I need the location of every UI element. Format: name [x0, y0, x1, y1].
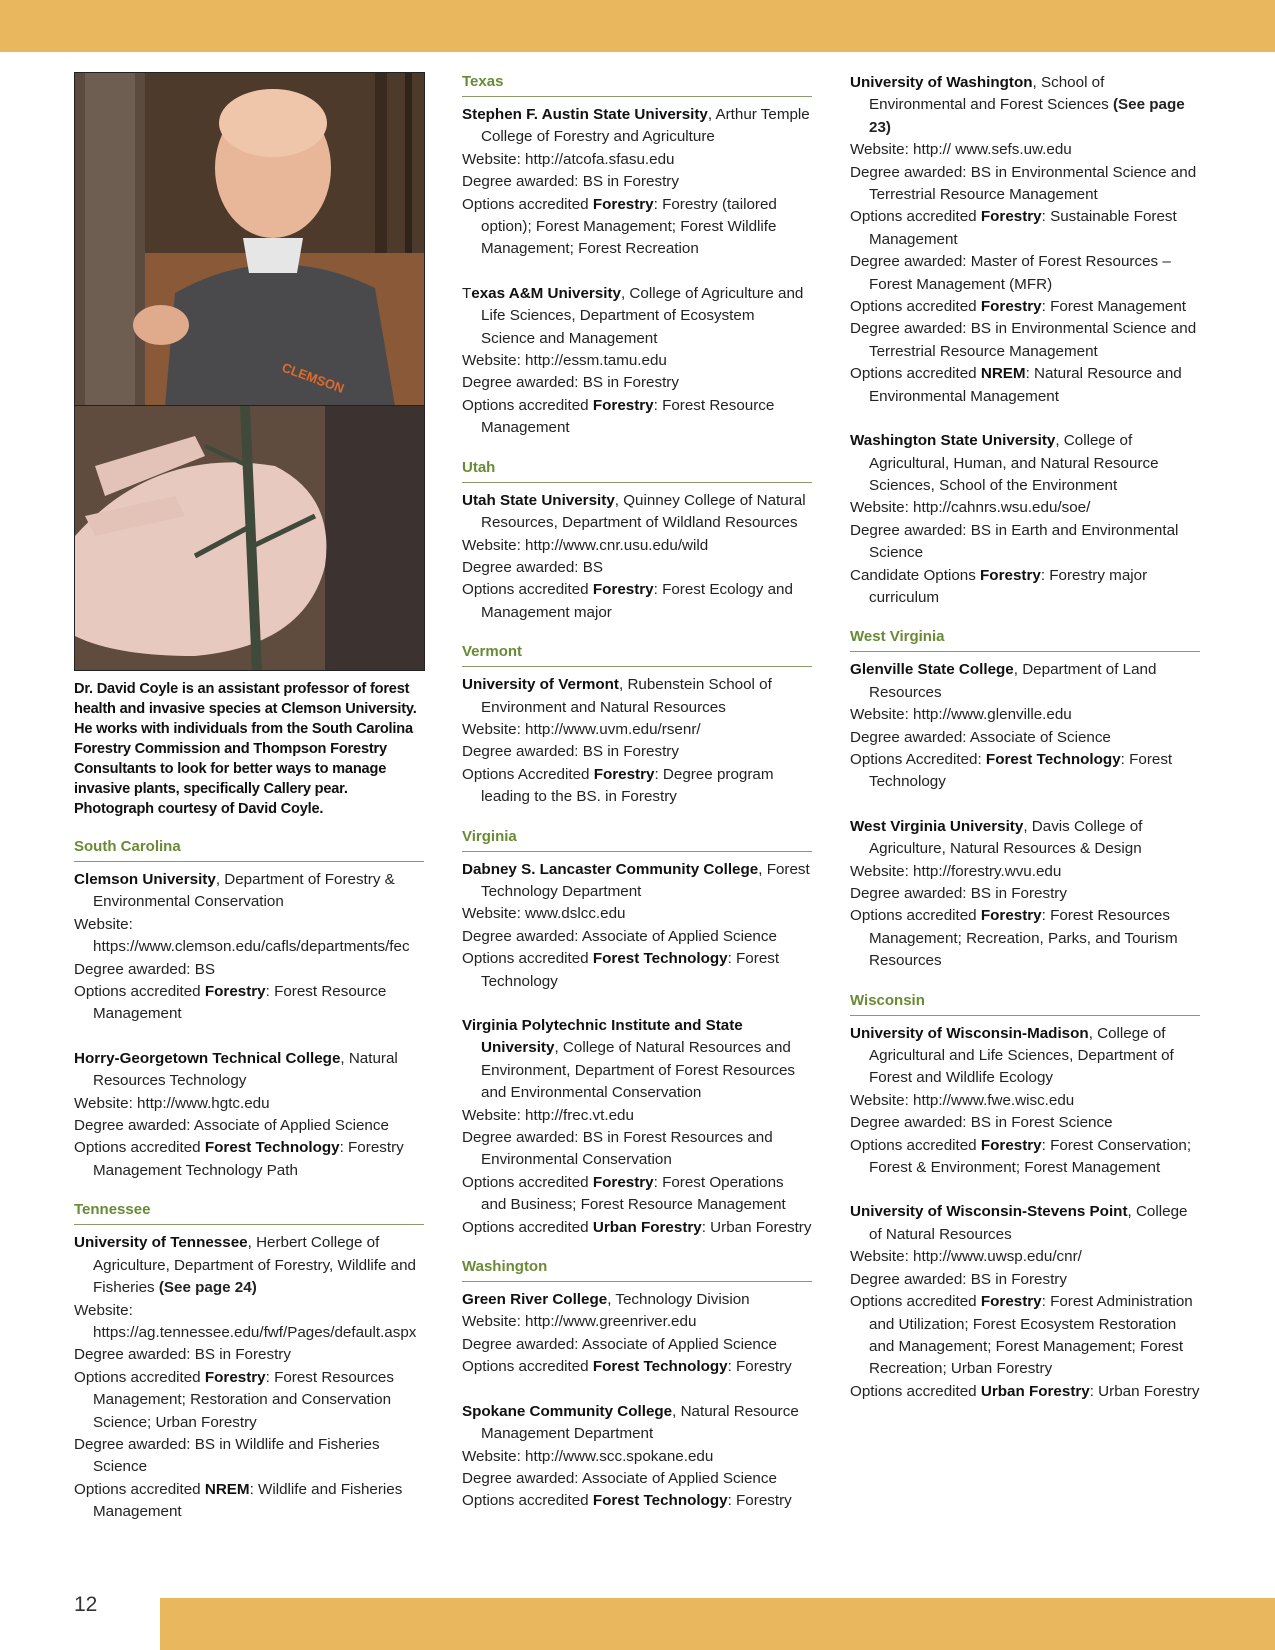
state-section-virginia [462, 827, 812, 1240]
school-name: Utah State University [462, 491, 615, 509]
school-department: Department of Forestry & Environmental Conservation [93, 871, 395, 911]
school-name: University of Wisconsin-Madison [850, 1024, 1089, 1042]
options-accredited: Options accredited Forestry: Forest Resource Management [462, 396, 775, 437]
school-name: Green River College [462, 1291, 608, 1309]
degree-awarded: Degree awarded: BS in Forestry [74, 1346, 291, 1364]
school-department: College of Agricultural and Life Sciences, Department of Forest and Wildlife Ecology [869, 1024, 1174, 1087]
program-entry-washington-state: Washington State University, College of Agricultural, Human, and Natural Resource Sciences, School of the Environment Website: http://cahnrs.wsu.edu/soe/ Degree awarded: BS in Earth and Environmental Science Candidate Options Forestry: Forestry major curriculum [850, 430, 1200, 609]
options-accredited: Options accredited Urban Forestry: Urban Forestry [850, 1382, 1200, 1400]
website: Website: http://frec.vt.edu [462, 1106, 634, 1124]
state-section-utah [462, 458, 812, 624]
website: Website: http://www.scc.spokane.edu [462, 1447, 714, 1465]
degree-awarded: Degree awarded: BS [462, 558, 603, 576]
program-entry-glenville-state: Glenville State College, Department of Land Resources Website: http://www.glenville.edu Degree awarded: Associate of Science Options Accredited: Forest Technology: Forest Technology [850, 659, 1200, 793]
column-left [74, 72, 424, 1524]
website: Website: http://www.uvm.edu/rsenr/ [462, 720, 701, 738]
school-name: Washington State University [850, 432, 1056, 450]
school-name: Spokane Community College [462, 1402, 673, 1420]
school-department: Davis College of Agriculture, Natural Resources & Design [869, 817, 1143, 858]
website: Website: https://www.clemson.edu/cafls/departments/fec [74, 915, 410, 956]
options-accredited: Options accredited Forest Technology: Forestry [462, 1358, 792, 1376]
website: Website: http://essm.tamu.edu [462, 352, 667, 370]
degree-awarded: Degree awarded: Associate of Applied Science [462, 927, 777, 945]
degree-awarded: Degree awarded: BS in Environmental Science and Terrestrial Resource Management [850, 163, 1197, 204]
website: Website: http:// www.sefs.uw.edu [850, 141, 1072, 159]
state-section-washington [462, 1257, 812, 1513]
shirt-logo: CLEMSON [279, 359, 347, 397]
options-accredited: Options accredited Forestry: Forestry (tailored option); Forest Management; Forest Wildlife Management; Forest Recreation [462, 195, 777, 258]
website: Website: http://www.fwe.wisc.edu [850, 1091, 1075, 1109]
program-entry-texas-a-and-m: Texas A&M University, College of Agriculture and Life Sciences, Department of Ecosystem Science and Management Website: http://essm.tamu.edu Degree awarded: BS in Forestry Options accredited Forestry: Forest Resource Management [462, 283, 812, 440]
school-name: University of Vermont [462, 676, 619, 694]
program-entry-dabney-s-lancaster: Dabney S. Lancaster Community College, Forest Technology Department Website: www.dslcc.edu Degree awarded: Associate of Applied Science Options accredited Forest Technology: Forest Technology [462, 859, 812, 993]
program-entry-green-river: Green River College, Technology Division Website: http://www.greenriver.edu Degree awarded: Associate of Applied Science Options accredited Forest Technology: Forestry [462, 1289, 812, 1379]
options-accredited: Options accredited Urban Forestry: Urban Forestry [462, 1218, 812, 1236]
school-department: Natural Resource Management Department [481, 1402, 799, 1443]
column-middle [462, 72, 812, 1513]
degree-awarded: Degree awarded: BS in Forest Science [850, 1114, 1113, 1132]
portrait-photo [75, 73, 424, 406]
school-department: School of Environmental and Forest Sciences [869, 74, 1113, 114]
degree-awarded: Degree awarded: BS in Environmental Science and Terrestrial Resource Management [850, 320, 1197, 360]
callery-pear-branch-photo [75, 406, 424, 671]
website: Website: http://atcofa.sfasu.edu [462, 150, 675, 168]
options-accredited: Options accredited Forest Technology: Forestry [462, 1492, 792, 1510]
school-name: Dabney S. Lancaster Community College [462, 860, 759, 878]
school-department: Quinney College of Natural Resources, Department of Wildland Resources [481, 491, 806, 532]
options-accredited: Options accredited Forestry: Forest Operations and Business; Forest Resource Management [462, 1173, 786, 1214]
program-entry-horry-georgetown: Horry-Georgetown Technical College, Natural Resources Technology Website: http://www.hgtc.edu Degree awarded: Associate of Applied Science Options accredited Forest Technology: Forestry Management Technology Path [74, 1048, 424, 1182]
options-accredited: Options Accredited Forestry: Degree program leading to the BS. in Forestry [462, 765, 774, 806]
options-accredited: Options accredited Forestry: Forest Ecology and Management major [462, 581, 793, 621]
program-entry-university-of-vermont: University of Vermont, Rubenstein School of Environment and Natural Resources Website: http://www.uvm.edu/rsenr/ Degree awarded: BS in Forestry Options Accredited Forestry: Degree program leading to the BS. in Forestry [462, 674, 812, 808]
state-heading: Washington [462, 1257, 812, 1282]
column-right [850, 72, 1200, 1403]
degree-awarded: Degree awarded: BS in Forestry [850, 1270, 1067, 1288]
school-department: Natural Resources Technology [93, 1049, 398, 1090]
degree-awarded: Degree awarded: Associate of Applied Science [462, 1469, 777, 1487]
state-heading: South Carolina [74, 837, 424, 862]
program-entry-utah-state: Utah State University, Quinney College of Natural Resources, Department of Wildland Resources Website: http://www.cnr.usu.edu/wild Degree awarded: BS Options accredited Forestry: Forest Ecology and Management major [462, 490, 812, 624]
photo-collage [74, 72, 425, 671]
website: Website: http://www.cnr.usu.edu/wild [462, 536, 709, 554]
school-department: College of Agricultural, Human, and Natural Resource Sciences, School of the Environment [869, 432, 1159, 494]
school-department: Herbert College of Agriculture, Department of Forestry, Wildlife and Fisheries [93, 1234, 416, 1297]
state-heading: Virginia [462, 827, 812, 852]
program-entry-stephen-f-austin: Stephen F. Austin State University, Arthur Temple College of Forestry and Agriculture Website: http://atcofa.sfasu.edu Degree awarded: BS in Forestry Options accredited Forestry: Forestry (tailored option); Forest Management; Forest Wildlife Management; Forest Recreation [462, 104, 812, 261]
options-accredited: Candidate Options Forestry: Forestry major curriculum [850, 566, 1148, 606]
degree-awarded: Degree awarded: Associate of Applied Science [462, 1335, 777, 1353]
degree-awarded: Degree awarded: BS in Earth and Environmental Science [850, 521, 1179, 562]
school-name: Glenville State College [850, 661, 1014, 679]
options-accredited: Options accredited Forest Technology: Forest Technology [462, 950, 780, 990]
website: Website: http://www.uwsp.edu/cnr/ [850, 1248, 1082, 1266]
state-heading: Tennessee [74, 1200, 424, 1225]
state-heading: Texas [462, 72, 812, 97]
state-heading: Vermont [462, 642, 812, 667]
school-department: Arthur Temple College of Forestry and Agriculture [481, 106, 810, 146]
program-entry-clemson: Clemson University, Department of Forestry & Environmental Conservation Website: https://www.clemson.edu/cafls/departments/fec Degree awarded: BS Options accredited Forestry: Forest Resource Management [74, 869, 424, 1026]
degree-awarded: Degree awarded: BS in Forestry [462, 173, 679, 191]
school-department: College of Agriculture and Life Sciences, Department of Ecosystem Science and Management [481, 284, 804, 347]
options-accredited: Options accredited Forestry: Sustainable Forest Management [850, 208, 1177, 248]
website: Website: http://www.glenville.edu [850, 706, 1072, 724]
state-heading: Wisconsin [850, 991, 1200, 1016]
school-name: Clemson University [74, 871, 216, 888]
website: Website: http://www.hgtc.edu [74, 1094, 270, 1112]
website: Website: https://ag.tennessee.edu/fwf/Pages/default.aspx [74, 1301, 417, 1341]
school-department: College of Natural Resources and Environment, Department of Forest Resources and Environmental Conservation [481, 1039, 796, 1102]
options-accredited: Options accredited Forestry: Forest Management [850, 298, 1186, 316]
degree-awarded: Degree awarded: BS in Forestry [462, 743, 679, 761]
school-name: University of Wisconsin-Stevens Point [850, 1203, 1128, 1221]
degree-awarded: Degree awarded: BS in Forest Resources and Environmental Conservation [462, 1129, 773, 1169]
options-accredited: Options accredited NREM: Wildlife and Fisheries Management [74, 1480, 403, 1521]
options-accredited: Options Accredited: Forest Technology: Forest Technology [850, 750, 1173, 791]
state-section-west-virginia [850, 627, 1200, 972]
degree-awarded: Degree awarded: BS in Forestry [850, 885, 1067, 902]
options-accredited: Options accredited Forestry: Forest Resources Management; Restoration and Conservation Science; Urban Forestry [74, 1368, 394, 1431]
see-page-reference: (See page 24) [158, 1279, 257, 1297]
website: Website: http://forestry.wvu.edu [850, 862, 1062, 880]
page-number: 12 [74, 1593, 98, 1616]
school-name: Horry-Georgetown Technical College [74, 1049, 341, 1067]
program-entry-uw-madison: University of Wisconsin-Madison, College of Agricultural and Life Sciences, Department of Forest and Wildlife Ecology Website: http://www.fwe.wisc.edu Degree awarded: BS in Forest Science Options accredited Forestry: Forest Conservation; Forest & Environment; Forest Management [850, 1023, 1200, 1180]
state-section-washington-continued [850, 72, 1200, 609]
options-accredited: Options accredited Forestry: Forest Resource Management [74, 983, 387, 1023]
program-entry-virginia-tech: Virginia Polytechnic Institute and State University, College of Natural Resources and Environment, Department of Forest Resources and Environmental Conservation Website: http://frec.vt.edu Degree awarded: BS in Forest Resources and Environmental Conservation Options accredited Forestry: Forest Operations and Business; Forest Resource Management Options accredited Urban Forestry: Urban Forestry [462, 1015, 812, 1239]
school-name: University of Washington [850, 74, 1033, 91]
photo-caption: Dr. David Coyle is an assistant professor of forest health and invasive species at Clemson University. He works with individuals from the South Carolina Forestry Commission and Thompson Forestry Consultants to look for better ways to manage invasive plants, specifically Callery pear. Photograph courtesy of David Coyle. [74, 681, 417, 817]
degree-awarded: Degree awarded: Associate of Science [850, 728, 1111, 746]
state-heading: West Virginia [850, 627, 1200, 652]
state-section-wisconsin [850, 991, 1200, 1404]
bottom-color-band [160, 1598, 1275, 1650]
state-section-texas [462, 72, 812, 440]
program-entry-spokane: Spokane Community College, Natural Resource Management Department Website: http://www.scc.spokane.edu Degree awarded: Associate of Applied Science Options accredited Forest Technology: Forestry [462, 1401, 812, 1513]
school-name: Stephen F. Austin State University [462, 106, 708, 123]
top-color-band [0, 0, 1275, 52]
school-name: University of Tennessee [74, 1234, 248, 1252]
program-entry-uw-stevens-point: University of Wisconsin-Stevens Point, College of Natural Resources Website: http://www.uwsp.edu/cnr/ Degree awarded: BS in Forestry Options accredited Forestry: Forest Administration and Utilization; Forest Ecosystem Restoration and Management; Forest Management; Forest Recreation; Urban Forestry Options accredited Urban Forestry: Urban Forestry [850, 1201, 1200, 1403]
program-entry-university-of-tennessee: University of Tennessee, Herbert College of Agriculture, Department of Forestry, Wildlife and Fisheries (See page 24) Website: https://ag.tennessee.edu/fwf/Pages/default.aspx Degree awarded: BS in Forestry Options accredited Forestry: Forest Resources Management; Restoration and Conservation Science; Urban Forestry Degree awarded: BS in Wildlife and Fisheries Science Options accredited NREM: Wildlife and Fisheries Management [74, 1232, 424, 1523]
options-accredited: Options accredited Forestry: Forest Administration and Utilization; Forest Ecosystem Restoration and Management; Forest Management; Forest Recreation; Urban Forestry [850, 1293, 1193, 1378]
options-accredited: Options accredited Forestry: Forest Conservation; Forest & Environment; Forest Management [850, 1136, 1192, 1177]
program-entry-west-virginia-university: West Virginia University, Davis College of Agriculture, Natural Resources & Design Website: http://forestry.wvu.edu Degree awarded: BS in Forestry Options accredited Forestry: Forest Resources Management; Recreation, Parks, and Tourism Resources [850, 816, 1200, 973]
degree-awarded: Degree awarded: Associate of Applied Science [74, 1117, 389, 1135]
website: Website: www.dslcc.edu [462, 905, 626, 923]
degree-awarded: Degree awarded: BS in Forestry [462, 374, 679, 392]
school-department: Technology Division [615, 1291, 750, 1309]
state-section-south-carolina [74, 837, 424, 1182]
degree-awarded: Degree awarded: Master of Forest Resources – Forest Management (MFR) [850, 253, 1171, 293]
school-name: Virginia Polytechnic Institute and State University [462, 1017, 743, 1057]
school-name: exas A&M University [471, 284, 621, 302]
website: Website: http://www.greenriver.edu [462, 1313, 697, 1331]
degree-awarded: Degree awarded: BS [74, 960, 215, 978]
options-accredited: Options accredited Forestry: Forest Resources Management; Recreation, Parks, and Tourism Resources [850, 907, 1178, 970]
program-entry-university-of-washington: University of Washington, School of Environmental and Forest Sciences (See page 23) Website: http:// www.sefs.uw.edu Degree awarded: BS in Environmental Science and Terrestrial Resource Management Options accredited Forestry: Sustainable Forest Management Degree awarded: Master of Forest Resources – Forest Management (MFR) Options accredited Forestry: Forest Management Degree awarded: BS in Environmental Science and Terrestrial Resource Management Options accredited NREM: Natural Resource and Environmental Management [850, 72, 1200, 408]
school-department: Forest Technology Department [481, 860, 810, 900]
degree-awarded: Degree awarded: BS in Wildlife and Fisheries Science [74, 1435, 380, 1476]
state-section-tennessee [74, 1200, 424, 1523]
state-heading: Utah [462, 458, 812, 483]
options-accredited: Options accredited Forest Technology: Forestry Management Technology Path [74, 1139, 404, 1179]
see-page-reference: (See page 23) [869, 96, 1185, 136]
school-department: Department of Land Resources [869, 661, 1157, 701]
school-name: West Virginia University [850, 817, 1024, 835]
school-department: Rubenstein School of Environment and Natural Resources [481, 676, 772, 716]
state-section-vermont [462, 642, 812, 808]
options-accredited: Options accredited NREM: Natural Resource and Environmental Management [850, 365, 1182, 405]
website: Website: http://cahnrs.wsu.edu/soe/ [850, 499, 1091, 517]
school-department: College of Natural Resources [869, 1203, 1188, 1243]
